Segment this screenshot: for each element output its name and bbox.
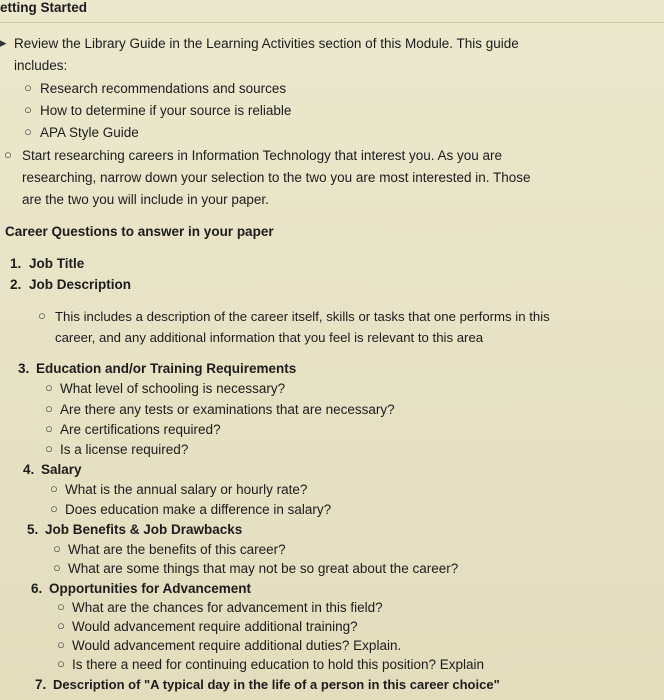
item-2-label: Job Description [29,277,132,292]
item-3-number: 3. [18,361,30,376]
bullet1-line2: includes: [14,58,68,73]
circle-bullet-icon: ○ [45,401,53,416]
item-3-sub2: Are there any tests or examinations that are necessary? [60,402,395,417]
bullet1-sub2: How to determine if your source is reliable [40,103,292,118]
circle-bullet-icon: ○ [4,147,12,162]
item-6-number: 6. [31,581,43,596]
bullet2-line1: Start researching careers in Information Technology that interest you. As you are [22,148,503,163]
item-6-sub4: Is there a need for continuing education to hold this position? Explain [72,657,485,672]
circle-bullet-icon: ○ [24,102,32,117]
item-2-number: 2. [10,277,22,292]
circle-bullet-icon: ○ [57,656,65,671]
item-5-label: Job Benefits & Job Drawbacks [45,522,243,537]
item-5-number: 5. [27,522,39,537]
item-4-sub1: What is the annual salary or hourly rate? [65,482,308,497]
circle-bullet-icon: ○ [57,618,65,633]
item-6-sub3: Would advancement require additional duties? Explain. [72,638,402,653]
circle-bullet-icon: ○ [53,541,61,556]
circle-bullet-icon: ○ [45,441,53,456]
item-1-label: Job Title [29,256,85,271]
circle-bullet-icon: ○ [24,80,32,95]
career-questions-heading: Career Questions to answer in your paper [5,224,274,239]
item-2-detail-line2: career, and any additional information that you feel is relevant to this area [55,330,484,345]
section-title: etting Started [0,0,88,15]
item-2-detail-line1: This includes a description of the career itself, skills or tasks that one performs in this [55,309,550,324]
item-4-number: 4. [23,462,35,477]
circle-bullet-icon: ○ [50,501,58,516]
circle-bullet-icon: ○ [50,481,58,496]
item-1-number: 1. [10,256,22,271]
arrow-bullet-icon: ▸ [0,35,7,50]
item-7-label: Description of "A typical day in the life of a person in this career choice" [53,677,500,692]
circle-bullet-icon: ○ [45,380,53,395]
item-6-sub1: What are the chances for advancement in this field? [72,600,383,615]
item-6-label: Opportunities for Advancement [49,581,252,596]
bullet2-line3: are the two you will include in your paper. [22,192,269,207]
circle-bullet-icon: ○ [24,124,32,139]
bullet1-line1: Review the Library Guide in the Learning Activities section of this Module. This guide [14,36,519,51]
circle-bullet-icon: ○ [45,421,53,436]
circle-bullet-icon: ○ [57,599,65,614]
item-3-sub3: Are certifications required? [60,422,221,437]
item-5-sub1: What are the benefits of this career? [68,542,286,557]
circle-bullet-icon: ○ [38,308,46,323]
item-3-label: Education and/or Training Requirements [36,361,297,376]
item-7-number: 7. [35,677,47,692]
bullet2-line2: researching, narrow down your selection to the two you are most interested in. Those [22,170,531,185]
item-4-label: Salary [41,462,82,477]
bullet1-sub1: Research recommendations and sources [40,81,287,96]
circle-bullet-icon: ○ [53,560,61,575]
bullet1-sub3: APA Style Guide [40,125,139,140]
circle-bullet-icon: ○ [57,637,65,652]
divider [0,22,664,23]
item-5-sub2: What are some things that may not be so great about the career? [68,561,459,576]
item-6-sub2: Would advancement require additional training? [72,619,358,634]
item-3-sub1: What level of schooling is necessary? [60,381,286,396]
item-4-sub2: Does education make a difference in salary? [65,502,332,517]
item-3-sub4: Is a license required? [60,442,189,457]
